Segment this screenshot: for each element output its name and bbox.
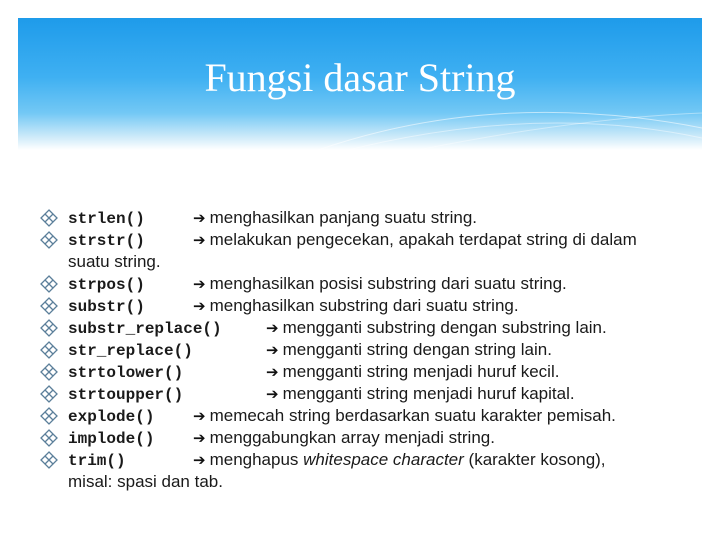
function-description: mengganti substring dengan substring lain.	[282, 318, 607, 337]
right-arrow-icon: ➔	[266, 320, 279, 337]
function-description: menggabungkan array menjadi string.	[209, 428, 495, 447]
function-description: mengganti string menjadi huruf kecil.	[282, 362, 560, 381]
description-emphasis: whitespace character	[303, 450, 464, 469]
description-continuation: suatu string.	[68, 252, 161, 271]
list-item	[38, 361, 688, 383]
function-name: trim()	[68, 452, 126, 470]
right-arrow-icon: ➔	[266, 342, 279, 359]
list-item	[38, 427, 688, 449]
diamond-bullet-icon	[40, 297, 58, 315]
diamond-bullet-icon	[40, 209, 58, 227]
right-arrow-icon: ➔	[193, 430, 206, 447]
function-description: menghasilkan panjang suatu string.	[209, 208, 478, 227]
diamond-bullet-icon	[40, 407, 58, 425]
list-item	[38, 339, 688, 361]
function-description: menghasilkan substring dari suatu string.	[209, 296, 519, 315]
function-description: melakukan pengecekan, apakah terdapat string di dalam	[209, 230, 637, 249]
right-arrow-icon: ➔	[193, 452, 206, 469]
diamond-bullet-icon	[40, 231, 58, 249]
diamond-bullet-icon	[40, 341, 58, 359]
function-description: mengganti string menjadi huruf kapital.	[282, 384, 575, 403]
list-item	[38, 295, 688, 317]
right-arrow-icon: ➔	[266, 386, 279, 403]
function-description: mengganti string dengan string lain.	[282, 340, 552, 359]
function-name: strlen()	[68, 210, 145, 228]
diamond-bullet-icon	[40, 429, 58, 447]
list-item	[38, 449, 688, 493]
function-description: memecah string berdasarkan suatu karakter pemisah.	[209, 406, 616, 425]
function-name: substr_replace()	[68, 320, 222, 338]
function-list	[38, 207, 688, 493]
list-item	[38, 317, 688, 339]
list-item	[38, 273, 688, 295]
diamond-bullet-icon	[40, 385, 58, 403]
diamond-bullet-icon	[40, 275, 58, 293]
function-name: str_replace()	[68, 342, 193, 360]
function-name: strtolower()	[68, 364, 184, 382]
list-item	[38, 207, 688, 229]
function-name: implode()	[68, 430, 155, 448]
function-name: strpos()	[68, 276, 145, 294]
list-item	[38, 383, 688, 405]
right-arrow-icon: ➔	[193, 276, 206, 293]
function-description: menghasilkan posisi substring dari suatu string.	[209, 274, 567, 293]
function-description	[210, 449, 606, 471]
right-arrow-icon: ➔	[193, 408, 206, 425]
right-arrow-icon: ➔	[193, 210, 206, 227]
function-name: strtoupper()	[68, 386, 184, 404]
function-name: explode()	[68, 408, 155, 426]
list-item	[38, 405, 688, 427]
right-arrow-icon: ➔	[193, 298, 206, 315]
right-arrow-icon: ➔	[193, 232, 206, 249]
description-text: menghapus	[209, 450, 299, 469]
diamond-bullet-icon	[40, 319, 58, 337]
right-arrow-icon: ➔	[266, 364, 279, 381]
function-name: substr()	[68, 298, 145, 316]
description-continuation: misal: spasi dan tab.	[68, 472, 223, 491]
diamond-bullet-icon	[40, 451, 58, 469]
description-text: (karakter kosong),	[468, 450, 606, 469]
list-item	[38, 229, 688, 273]
diamond-bullet-icon	[40, 363, 58, 381]
function-name: strstr()	[68, 232, 145, 250]
page-title: Fungsi dasar String	[204, 55, 516, 100]
